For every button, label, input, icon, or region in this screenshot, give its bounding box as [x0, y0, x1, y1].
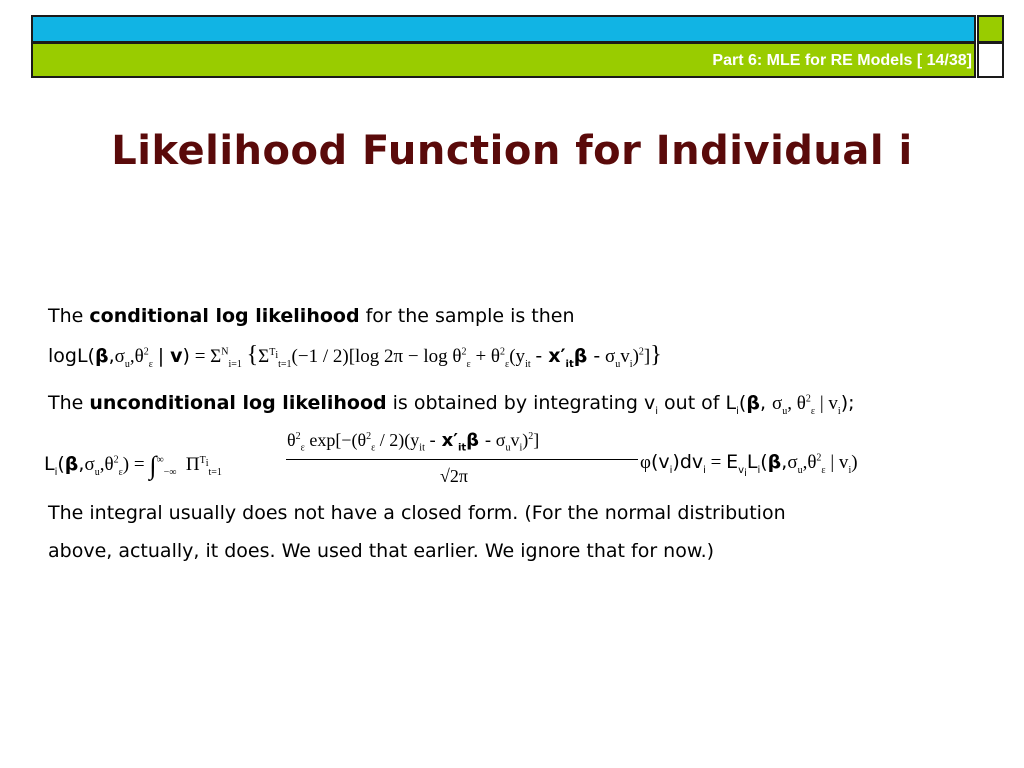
text-post: is obtained by integrating v: [386, 392, 656, 414]
unconditional-sentence: The unconditional log likelihood is obtained by integrating $v_i$ out of $L_i(\beta$, $\sigma_u$, $\theta^2_\varepsilon$ | $v_i$);: [48, 392, 855, 417]
text-tail: out of L: [657, 392, 737, 414]
text-pre: The: [48, 305, 90, 327]
header-square-green: [977, 15, 1004, 43]
paragraph-line-1: The integral usually does not have a closed form. (For the normal distribution: [48, 502, 786, 524]
header-bar-blue: [31, 15, 976, 43]
text-end: );: [840, 392, 855, 414]
text-bold: unconditional log likelihood: [89, 392, 387, 414]
slide-header-label: Part 6: MLE for RE Models [ 14/38]: [712, 52, 972, 69]
fraction-numerator: $\theta^2_\varepsilon$ $\exp[-(\theta^2_\varepsilon / 2)(y_{it} - x'_{it}\beta - \sigma_uv_i)^2]$: [287, 430, 540, 454]
conditional-sentence: [48, 305, 575, 327]
equation-unconditional-lhs: $L_i(\beta,\sigma_u,\theta^2_\varepsilon) = \int^\infty_{-\infty}$ $\Pi^{T_i}_{t=1}$: [44, 451, 222, 480]
paragraph-line-2: above, actually, it does. We used that earlier. We ignore that for now.): [48, 540, 715, 562]
equation-conditional-loglik: $\log L(\beta,\sigma_u,\theta^2_\varepsilon$ | $v) = \Sigma^N_{i=1}$ {$\Sigma^{T_i}_{t=1}(-1 / 2)[\log$ $2\pi - \log \theta^2_\varepsilon + \theta^2_\varepsilon(y_{it} - x'_{it}\beta - \sigma_uv_i)^2$]}: [48, 342, 662, 370]
slide-title: Likelihood Function for Individual i: [111, 128, 913, 174]
text-post: for the sample is then: [359, 305, 575, 327]
fraction-denominator: √2π: [440, 466, 468, 486]
equation-unconditional-rhs: $\varphi(v_i)dv_i = E_{v_i}L_i(\beta,\sigma_u,\theta^2_\varepsilon$ | $v_i$): [640, 451, 858, 479]
fraction-bar: [286, 459, 638, 460]
text-pre: The: [48, 392, 90, 414]
header-square-white: [977, 42, 1004, 78]
text-bold: conditional log likelihood: [89, 305, 360, 327]
